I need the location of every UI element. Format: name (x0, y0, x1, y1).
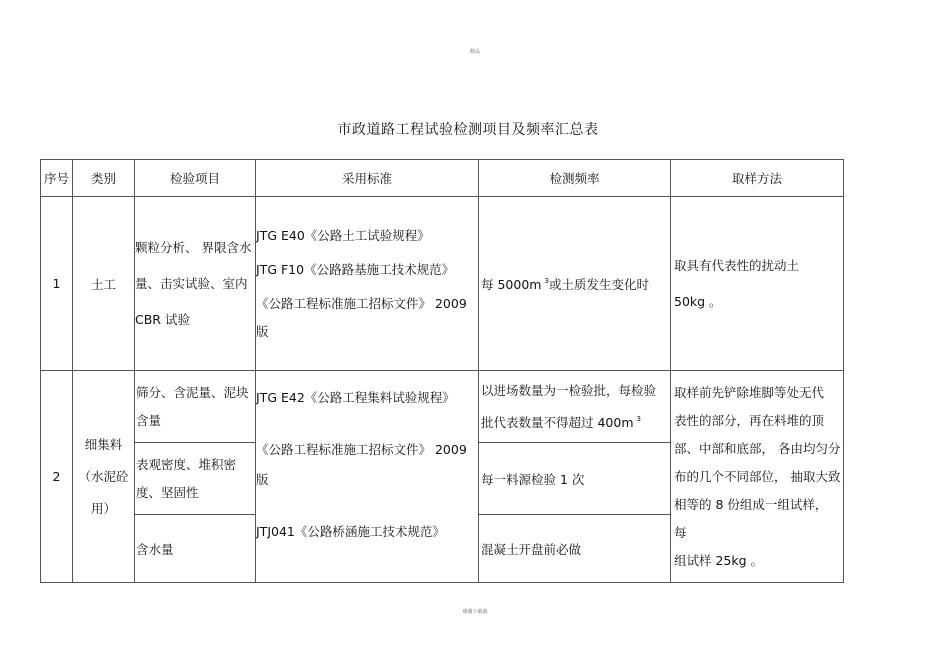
page-title: 市政道路工程试验检测项目及频率汇总表 (337, 122, 599, 138)
table-header-row (41, 160, 844, 197)
row-test-item: 含水量 (135, 515, 256, 583)
row-test-item: 表观密度、堆积密 度、坚固性 (135, 443, 256, 515)
row-test-items: 颗粒分析、 界限含水 量、击实试验、室内 CBR 试验 (135, 197, 256, 371)
summary-table (40, 159, 844, 583)
col-header-frequency: 检测频率 (479, 160, 671, 197)
row-frequency: 每 5000m $^3$或土质发生变化时 (479, 197, 671, 371)
col-header-items: 检验项目 (135, 160, 256, 197)
row-frequency: 以进场数量为一检验批，每检验 批代表数量不得超过 400m $^3$ (479, 371, 671, 443)
row-standards: JTG E42《公路工程集料试验规程》 《公路工程标准施工招标文件》 2009 版 JTJ041《公路桥涵施工技术规范》 (256, 371, 479, 583)
row-sampling: 取具有代表性的扰动土 50kg 。 (671, 197, 844, 371)
col-header-sampling: 取样方法 (671, 160, 844, 197)
row-test-item: 筛分、含泥量、泥块 含量 (135, 371, 256, 443)
row-category: 土工 (73, 197, 135, 371)
col-header-category: 类别 (73, 160, 135, 197)
row-category: 细集料 （水泥砼 用） (73, 371, 135, 583)
page-footer-note: 感谢下载载 (462, 609, 488, 615)
table-row (41, 197, 844, 371)
row-frequency: 混凝土开盘前必做 (479, 515, 671, 583)
row-sampling: 取样前先铲除堆脚等处无代 表性的部分，再在料堆的顶 部、中部和底部， 各由均匀分 布的几个不同部位， 抽取大致 相等的 8 份组成一组试样， 每 组试样 25kg 。 (671, 371, 844, 583)
row-number: 2 (41, 371, 73, 583)
table-row (41, 371, 844, 443)
row-number: 1 (41, 197, 73, 371)
col-header-no: 序号 (41, 160, 73, 197)
row-frequency: 每一料源检验 1 次 (479, 443, 671, 515)
page-header-note: 精品 (469, 49, 480, 55)
row-standards: JTG E40《公路土工试验规程》 JTG F10《公路路基施工技术规范》 《公路工程标准施工招标文件》 2009 版 (256, 197, 479, 371)
col-header-standard: 采用标准 (256, 160, 479, 197)
